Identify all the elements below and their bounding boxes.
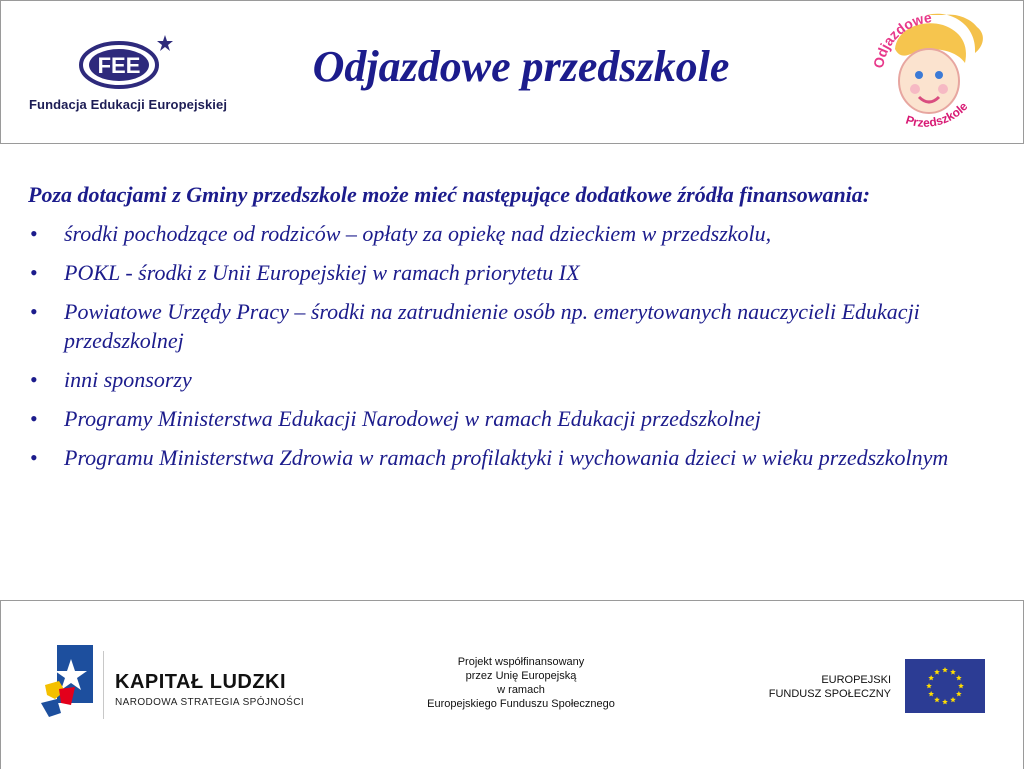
- intro-text: Poza dotacjami z Gminy przedszkole może mieć następujące dodatkowe źródła finansowania:: [28, 182, 871, 207]
- girl-face-logo-icon: [865, 5, 989, 139]
- efs-line: EUROPEJSKI: [821, 674, 891, 686]
- eu-flag-icon: [905, 659, 985, 713]
- cofinancing-line: w ramach: [497, 684, 545, 696]
- list-item-text: Powiatowe Urzędy Pracy – środki na zatrudnienie osób np. emerytowanych nauczycieli Edukacji przedszkolnej: [64, 299, 920, 353]
- bullet-icon: •: [30, 299, 38, 324]
- slide-footer: [0, 600, 1024, 769]
- bullet-icon: •: [30, 445, 38, 470]
- efs-label: [741, 673, 891, 701]
- list-item-text: Programu Ministerstwa Zdrowia w ramach profilaktyki i wychowania dzieci w wieku przedszkolnym: [64, 445, 949, 470]
- list-item-text: inni sponsorzy: [64, 367, 192, 392]
- bullet-icon: •: [30, 406, 38, 431]
- cofinancing-line: Europejskiego Funduszu Społecznego: [427, 698, 615, 710]
- list-item: [28, 258, 998, 287]
- list-item-text: POKL - środki z Unii Europejskiej w ramach priorytetu IX: [64, 260, 580, 285]
- kapital-ludzki-logo: [41, 645, 101, 719]
- kapital-ludzki-subtitle: NARODOWA STRATEGIA SPÓJNOŚCI: [115, 697, 305, 708]
- cofinancing-note: [401, 655, 641, 711]
- svg-text:Przedszkole: Przedszkole: [904, 99, 971, 130]
- list-item-text: Programy Ministerstwa Edukacji Narodowej w ramach Edukacji przedszkolnej: [64, 406, 761, 431]
- eu-flag: [905, 659, 985, 713]
- page-title: Odjazdowe przedszkole: [312, 42, 730, 91]
- bullet-icon: •: [30, 221, 38, 246]
- list-item: [28, 219, 998, 248]
- cofinancing-line: przez Unię Europejską: [465, 670, 577, 682]
- bullet-icon: •: [30, 260, 38, 285]
- kapital-ludzki-title: KAPITAŁ LUDZKI: [115, 671, 287, 693]
- divider: [103, 651, 104, 719]
- list-item: [28, 404, 998, 433]
- list-item: [28, 365, 998, 394]
- bullet-icon: •: [30, 367, 38, 392]
- list-item-text: środki pochodzące od rodziców – opłaty za opiekę nad dzieckiem w przedszkolu,: [64, 221, 772, 246]
- kapital-ludzki-star-icon: [41, 645, 101, 719]
- svg-text:FEE: FEE: [97, 53, 141, 78]
- slide-header: [0, 0, 1024, 144]
- svg-text:Odjazdowe: Odjazdowe: [870, 9, 933, 70]
- fee-logo-icon: [77, 31, 187, 95]
- list-item: [28, 443, 998, 472]
- fee-logo: [23, 31, 228, 121]
- efs-line: FUNDUSZ SPOŁECZNY: [768, 688, 891, 700]
- fee-org-name: Fundacja Edukacji Europejskiej: [29, 97, 228, 112]
- odjazdowe-przedszkole-logo: [865, 5, 989, 139]
- cofinancing-line: Projekt współfinansowany: [457, 656, 585, 668]
- content-area: [28, 180, 998, 482]
- list-item: [28, 297, 998, 355]
